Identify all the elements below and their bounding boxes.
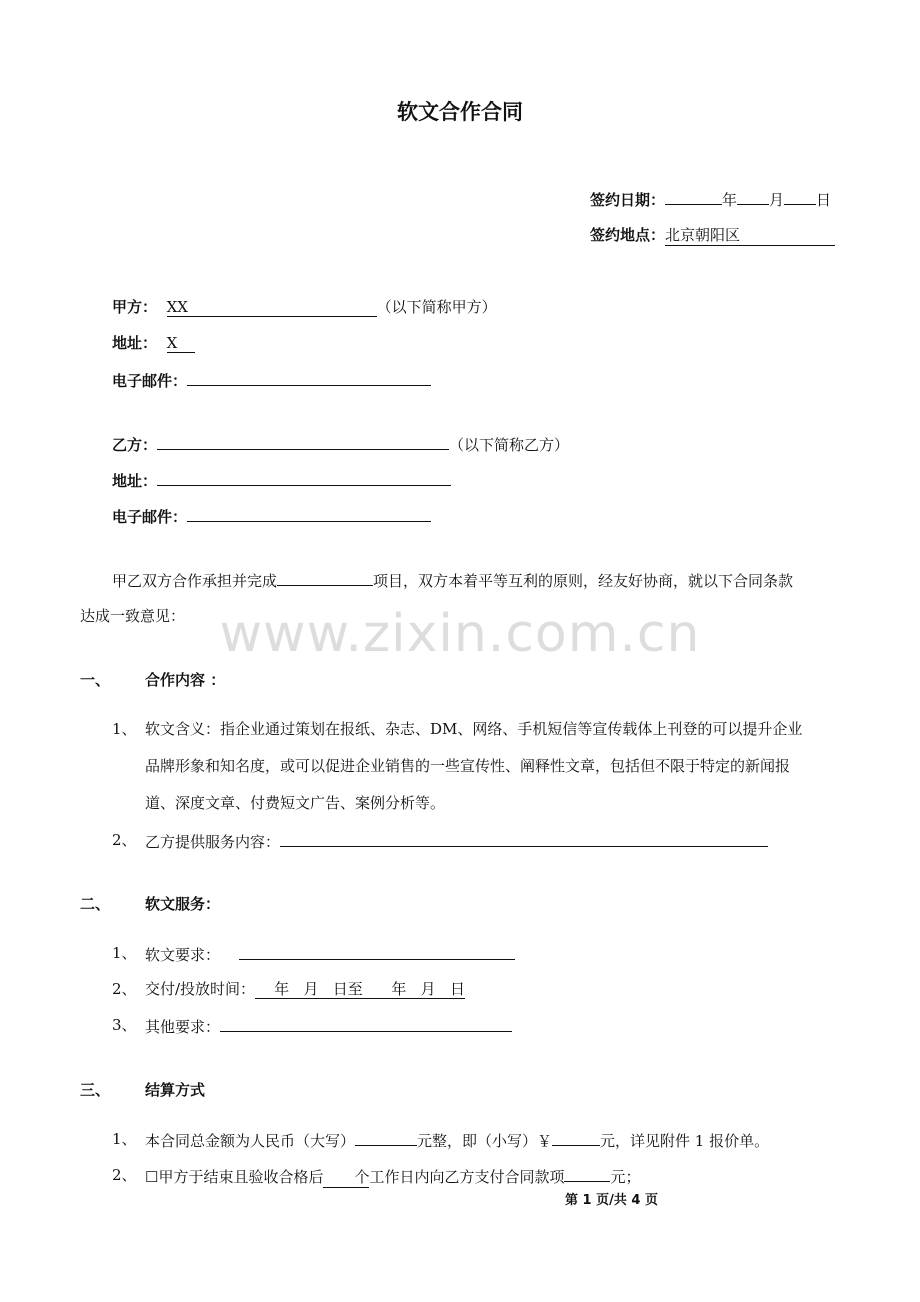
service-content-blank (280, 829, 768, 847)
party-a-value: XX (167, 298, 377, 317)
s2-item-2-line (145, 978, 465, 999)
sign-place-value: 北京朝阳区 (665, 224, 835, 246)
party-b-note: （以下简称乙方） (449, 436, 570, 454)
party-a-label: 甲方： (112, 298, 158, 316)
document-title: 软文合作合同 (397, 100, 523, 124)
s1-item-2-label: 乙方提供服务内容： (145, 833, 281, 851)
sign-date-month-blank (737, 187, 769, 205)
s3-item-1-text-3: 元，详见附件 1 报价单。 (600, 1132, 770, 1150)
section-1-title: 合作内容 ： (145, 671, 226, 689)
party-b-blank (157, 432, 449, 450)
party-b-label: 乙方： (112, 436, 158, 454)
s2-item-1-number: 1、 (112, 944, 137, 962)
party-a-email-label: 电子邮件： (112, 372, 188, 390)
intro-line-1 (112, 568, 793, 591)
s2-item-2-label: 交付/投放时间： (145, 980, 256, 998)
section-1-number: 一、 (80, 671, 111, 689)
intro-text-1: 甲乙双方合作承担并完成 (112, 572, 278, 590)
s3-item-2-text-3: 元； (610, 1168, 641, 1186)
amount-uppercase-blank (355, 1128, 417, 1146)
s1-item-1-line-3: 道、深度文章、付费短文广告、案例分析等。 (145, 794, 446, 812)
s2-item-3-number: 3、 (112, 1016, 137, 1034)
section-3-number: 三、 (80, 1081, 111, 1099)
s3-item-1-text-2: 元整，即（小写）￥ (417, 1132, 553, 1150)
s1-item-2-line (145, 829, 768, 852)
s1-item-1-line-1: 软文含义：指企业通过策划在报纸、杂志、DM、网络、手机短信等宣传载体上刊登的可以提升企业 (145, 720, 803, 738)
party-b-email-blank (187, 504, 431, 522)
s3-item-1-text-1: 本合同总金额为人民币（大写） (145, 1132, 356, 1150)
s3-item-2-text-1: ☐甲方于结束且验收合格后 (145, 1168, 324, 1186)
project-name-blank (277, 568, 373, 586)
sign-date-label: 签约日期： (590, 191, 666, 209)
sign-date-month: 月 (769, 191, 785, 209)
section-3-title: 结算方式 (145, 1081, 206, 1099)
section-2-number: 二、 (80, 895, 111, 913)
party-a-address-line (112, 332, 195, 353)
s1-item-1-line-2: 品牌形象和知名度，或可以促进企业销售的一些宣传性、阐释性文章，包括但不限于特定的新闻报 (145, 757, 791, 775)
sign-place-label: 签约地点： (590, 226, 666, 244)
section-2-title: 软文服务： (145, 895, 221, 913)
s3-item-1-line (145, 1128, 769, 1151)
s2-item-3-line (145, 1014, 512, 1037)
intro-line-2: 达成一致意见： (80, 607, 186, 625)
party-b-address-line (112, 468, 451, 491)
amount-numeric-blank (552, 1128, 600, 1146)
party-a-address-value: X (167, 334, 195, 353)
delivery-time-value: 年 月 日至 年 月 日 (255, 980, 465, 998)
sign-date-day: 日 (816, 191, 832, 209)
s2-item-3-label: 其他要求： (145, 1018, 221, 1036)
sign-date-year: 年 (722, 191, 738, 209)
party-b-address-label: 地址： (112, 472, 158, 490)
party-a-address-label: 地址： (112, 334, 158, 352)
party-a-email-line (112, 368, 431, 391)
page-footer: 第 1 页/共 4 页 (565, 1193, 658, 1208)
party-b-line (112, 432, 569, 455)
s2-item-1-label: 软文要求： (145, 946, 221, 964)
party-a-email-blank (187, 368, 431, 386)
s1-item-1-number: 1、 (112, 720, 137, 738)
other-requirement-blank (220, 1014, 512, 1032)
party-a-note: （以下简称甲方） (376, 298, 497, 316)
intro-text-2: 项目，双方本着平等互利的原则，经友好协商，就以下合同条款 (373, 572, 794, 590)
party-b-email-label: 电子邮件： (112, 508, 188, 526)
s2-item-1-line (145, 942, 515, 965)
working-days-blank: 个 (323, 1166, 369, 1188)
sign-date-day-blank (784, 187, 816, 205)
party-b-email-line (112, 504, 431, 527)
article-requirement-blank (239, 942, 515, 960)
s3-item-2-line (145, 1164, 640, 1188)
party-b-address-blank (157, 468, 451, 486)
s3-item-1-number: 1、 (112, 1130, 137, 1148)
sign-date-year-blank (665, 187, 722, 205)
s1-item-2-number: 2、 (112, 831, 137, 849)
s3-item-2-text-2: 工作日内向乙方支付合同款项 (369, 1168, 565, 1186)
sign-place-line (590, 224, 835, 246)
s3-item-2-number: 2、 (112, 1166, 137, 1184)
s2-item-2-number: 2、 (112, 980, 137, 998)
party-a-line (112, 296, 497, 317)
watermark: www.zixin.com.cn (219, 604, 701, 664)
sign-date-line (590, 187, 831, 210)
payment-amount-blank (564, 1164, 610, 1182)
